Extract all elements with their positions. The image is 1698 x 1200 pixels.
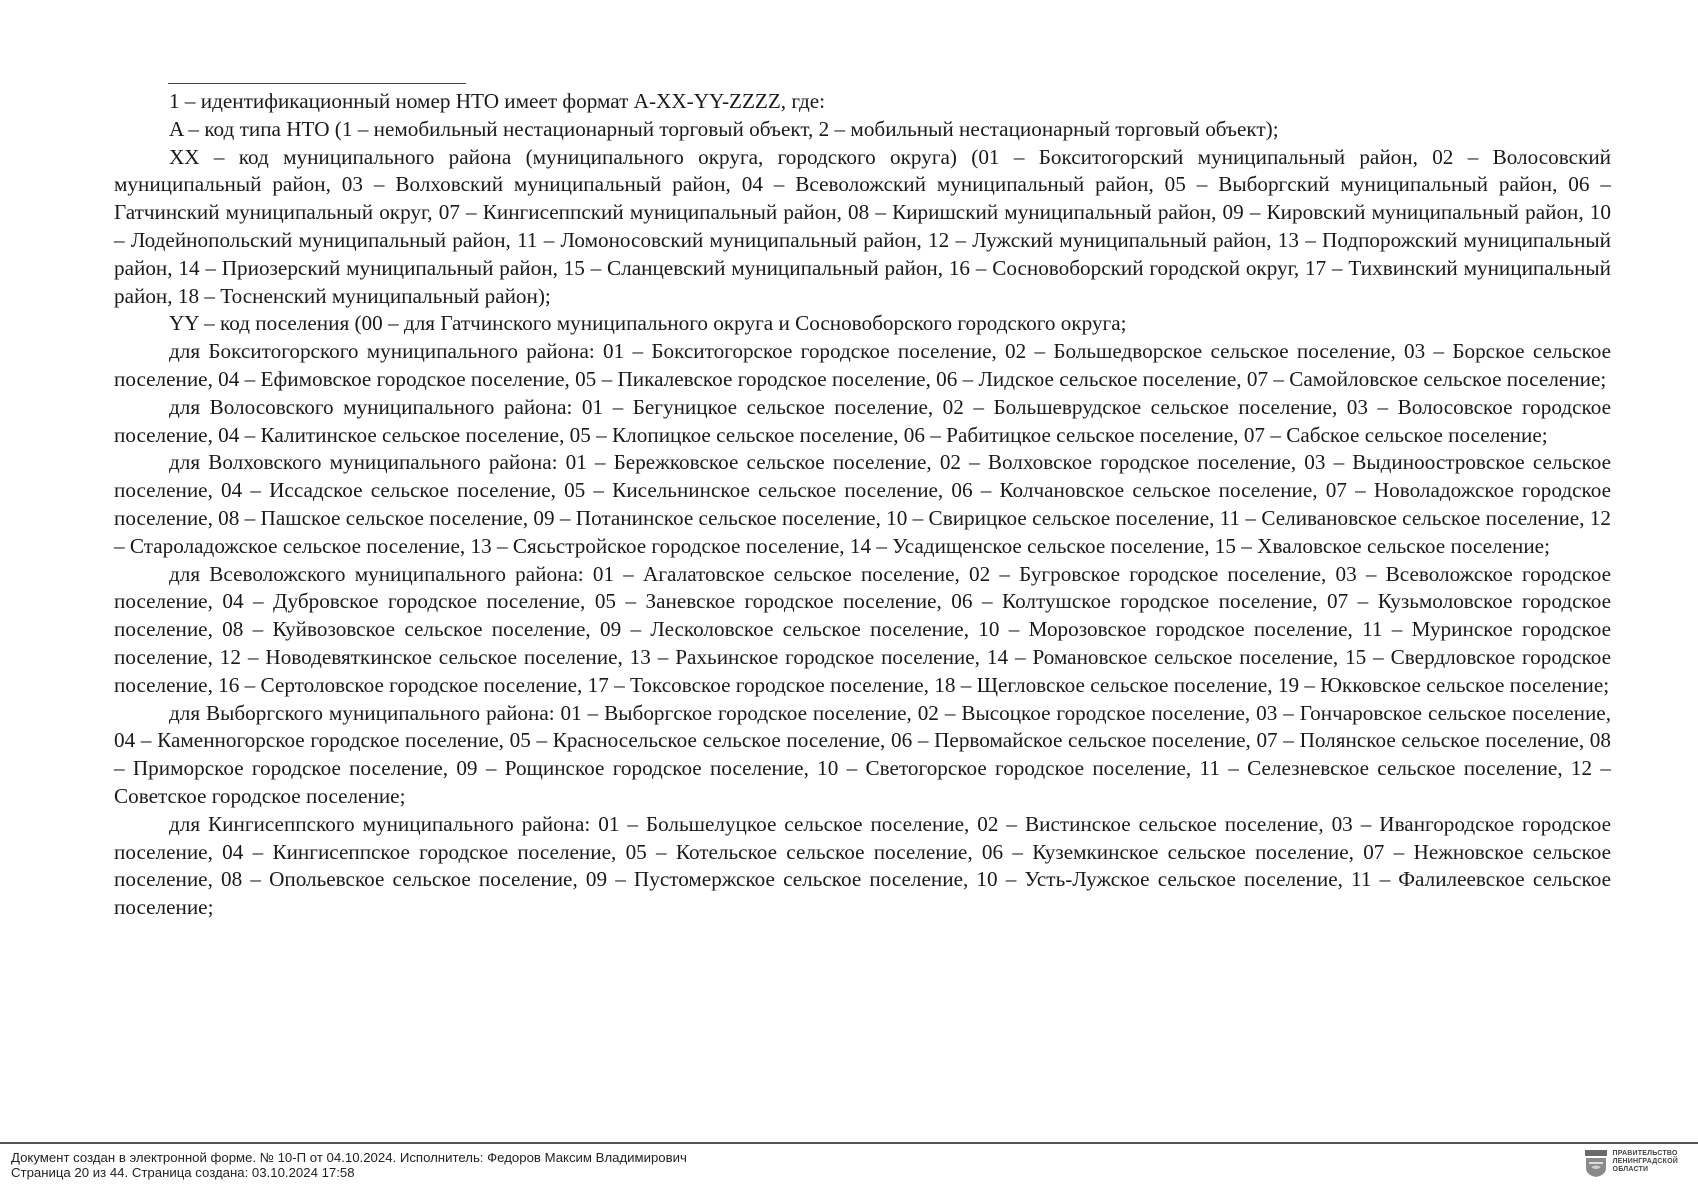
footnote-body bbox=[114, 88, 1611, 922]
footnote-paragraph: YY – код поселения (00 – для Гатчинского муниципального округа и Сосновоборского городского округа; bbox=[169, 311, 1127, 336]
footnote-paragraph: для Выборгского муниципального района: 01 – Выборгское городское поселение, 02 – Высоцкое городское поселение, 03 – Гончаровское сельское поселение, 04 – Каменногорское городское поселение, 05 – Красносельское сельское поселение, 06 – Первомайское сельское поселение, 07 – Полянское сельское поселение, 08 – Приморское городское поселение, 09 – Рощинское городское поселение, 10 – Светогорское городское поселение, 11 – Селезневское сельское поселение, 12 – Советское городское поселение; bbox=[114, 700, 1611, 808]
logo-caption bbox=[1613, 1150, 1678, 1175]
footnote-paragraph: A – код типа НТО (1 – немобильный нестационарный торговый объект, 2 – мобильный нестационарный торговый объект); bbox=[169, 116, 1279, 141]
document-footer bbox=[11, 1151, 687, 1180]
logo-caption-line: ОБЛАСТИ bbox=[1612, 1166, 1649, 1174]
footnote-separator bbox=[168, 83, 466, 84]
footer-page-info: Страница 20 из 44. Страница создана: 03.10.2024 17:58 bbox=[11, 1164, 355, 1180]
footnote-paragraph: XX – код муниципального района (муниципального округа, городского округа) (01 – Бокситогорский муниципальный район, 02 – Волосовский муниципальный район, 03 – Волховский муниципальный район, 04 – Всеволожский муниципальный район, 05 – Выборгский муниципальный район, 06 – Гатчинский муниципальный округ, 07 – Кингисеппский муниципальный район, 08 – Киришский муниципальный район, 09 – Кировский муниципальный район, 10 – Лодейнопольский муниципальный район, 11 – Ломоносовский муниципальный район, 12 – Лужский муниципальный район, 13 – Подпорожский муниципальный район, 14 – Приозерский муниципальный район, 15 – Сланцевский муниципальный район, 16 – Сосновоборский городской округ, 17 – Тихвинский муниципальный район, 18 – Тосненский муниципальный район); bbox=[114, 144, 1611, 308]
footnote-paragraph: для Всеволожского муниципального района: 01 – Агалатовское сельское поселение, 02 – Бугровское городское поселение, 03 – Всеволожское городское поселение, 04 – Дубровское городское поселение, 05 – Заневское городское поселение, 06 – Колтушское городское поселение, 07 – Кузьмоловское городское поселение, 08 – Куйвозовское сельское поселение, 09 – Лесколовское сельское поселение, 10 – Морозовское городское поселение, 11 – Муринское городское поселение, 12 – Новодевяткинское сельское поселение, 13 – Рахьинское городское поселение, 14 – Романовское сельское поселение, 15 – Свердловское городское поселение, 16 – Сертоловское городское поселение, 17 – Токсовское городское поселение, 18 – Щегловское сельское поселение, 19 – Юкковское сельское поселение; bbox=[114, 561, 1611, 697]
footnote-paragraph: для Волховского муниципального района: 01 – Бережковское сельское поселение, 02 – Волховское городское поселение, 03 – Выдиноостровское сельское поселение, 04 – Иссадское сельское поселение, 05 – Кисельнинское сельское поселение, 06 – Колчановское сельское поселение, 07 – Новоладожское городское поселение, 08 – Пашское сельское поселение, 09 – Потанинское сельское поселение, 10 – Свирицкое сельское поселение, 11 – Селивановское сельское поселение, 12 – Староладожское сельское поселение, 13 – Сясьстройское городское поселение, 14 – Усадищенское сельское поселение, 15 – Хваловское сельское поселение; bbox=[114, 450, 1611, 558]
footnote-paragraph: для Бокситогорского муниципального района: 01 – Бокситогорское городское поселение, 02 – Большедворское сельское поселение, 03 – Борское сельское поселение, 04 – Ефимовское городское поселение, 05 – Пикалевское городское поселение, 06 – Лидское сельское поселение, 07 – Самойловское сельское поселение; bbox=[114, 339, 1611, 391]
footer-separator bbox=[0, 1142, 1698, 1144]
logo-caption-line: ЛЕНИНГРАДСКОЙ bbox=[1612, 1158, 1678, 1166]
footnote-paragraph: для Кингисеппского муниципального района: 01 – Большелуцкое сельское поселение, 02 – Вистинское сельское поселение, 03 – Ивангородское городское поселение, 04 – Кингисеппское городское поселение, 05 – Котельское сельское поселение, 06 – Куземкинское сельское поселение, 07 – Нежновское сельское поселение, 08 – Опольевское сельское поселение, 09 – Пустомержское сельское поселение, 10 – Усть-Лужское сельское поселение, 11 – Фалилеевское сельское поселение; bbox=[114, 811, 1611, 920]
footer-document-info: Документ создан в электронной форме. № 10-П от 04.10.2024. Исполнитель: Федоров Максим Владимирович bbox=[11, 1150, 687, 1165]
footnote-paragraph: 1 – идентификационный номер НТО имеет формат A-XX-YY-ZZZZ, где: bbox=[169, 89, 826, 113]
logo-caption-line: ПРАВИТЕЛЬСТВО bbox=[1612, 1150, 1678, 1157]
leningrad-region-emblem-icon bbox=[1585, 1150, 1607, 1178]
footnote-paragraph: для Волосовского муниципального района: 01 – Бегуницкое сельское поселение, 02 – Большеврудское сельское поселение, 03 – Волосовское городское поселение, 04 – Калитинское сельское поселение, 05 – Клопицкое сельское поселение, 06 – Рабитицкое сельское поселение, 07 – Сабское сельское поселение; bbox=[114, 394, 1611, 447]
government-logo bbox=[1585, 1150, 1678, 1178]
